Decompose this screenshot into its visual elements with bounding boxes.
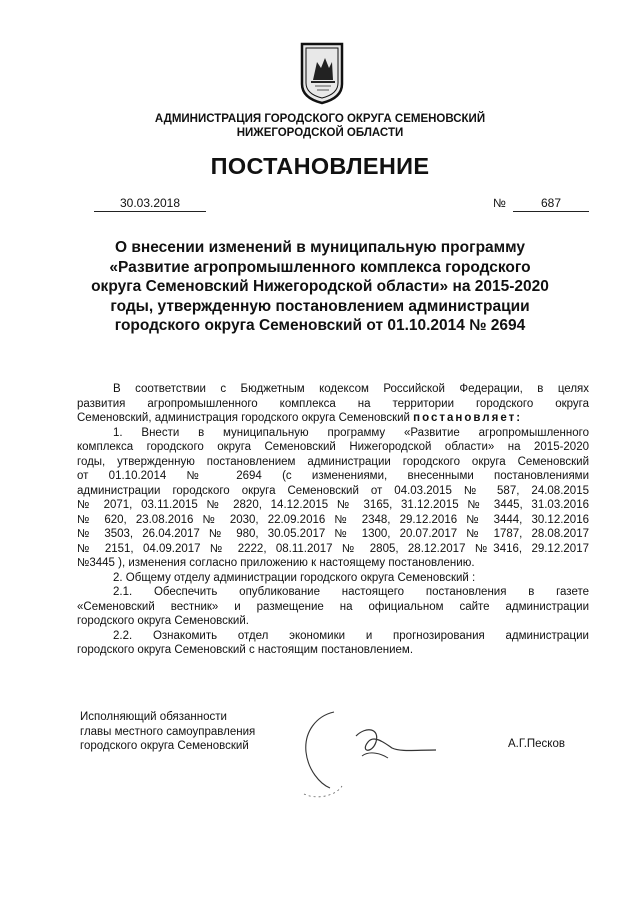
document-body — [77, 382, 589, 658]
position-line: городского округа Семеновский — [80, 740, 249, 752]
subject-line: «Развитие агропромышленного комплекса городского — [109, 258, 531, 276]
document-date: 30.03.2018 — [94, 196, 206, 212]
document-number: 687 — [513, 196, 589, 212]
subject-line: О внесении изменений в муниципальную программу — [114, 239, 526, 256]
coat-of-arms-icon — [299, 40, 345, 106]
body-line: администрации городского округа Семеновский от 04.03.2015 № 587, 24.08.2015 — [77, 484, 589, 497]
body-line: № 2151, 04.09.2017 № 2222, 08.11.2017 № 2805, 28.12.2017 №3416, 29.12.2017 — [77, 542, 589, 555]
body-line: В соответствии с Бюджетным кодексом Российской Федерации, в целях — [113, 383, 589, 395]
number-sign: № — [493, 196, 506, 210]
subject-line: годы, утвержденную постановлением администрации — [110, 297, 530, 315]
body-line: № 620, 23.08.2016 № 2030, 22.09.2016 № 2348, 29.12.2016 № 3444, 30.12.2016 — [77, 513, 589, 526]
issuer-header — [0, 112, 640, 140]
body-line — [77, 411, 589, 426]
resolution-keyword: постановляет: — [413, 412, 523, 424]
position-line: главы местного самоуправления — [80, 725, 256, 738]
signatory-position — [80, 710, 255, 754]
body-line: «Семеновский вестник» и размещение на официальном сайте администрации — [77, 600, 589, 613]
body-line: развития агропромышленного комплекса на территории городского округа — [77, 397, 589, 410]
subject-line: округа Семеновский Нижегородской области» на 2015-2020 — [91, 278, 549, 295]
body-line: 1. Внести в муниципальную программу «Развитие агропромышленного — [113, 426, 589, 439]
position-line: Исполняющий обязанности — [80, 711, 227, 723]
body-line: 2.1. Обеспечить опубликование настоящего постановления в газете — [113, 586, 589, 598]
document-type-title: ПОСТАНОВЛЕНИЕ — [210, 153, 430, 179]
body-line: городского округа Семеновский с настоящим постановлением. — [77, 644, 414, 656]
issuer-line-2: НИЖЕГОРОДСКОЙ ОБЛАСТИ — [236, 127, 404, 139]
body-line: 2.2. Ознакомить отдел экономики и прогнозирования администрации — [113, 629, 589, 642]
body-line: годы, утвержденную постановлением администрации городского округа Семеновский — [77, 455, 589, 468]
document-subject — [60, 238, 580, 336]
body-line: № 3503, 26.04.2017 № 980, 30.05.2017 № 1300, 20.07.2017 № 1787, 28.08.2017 — [77, 528, 589, 540]
body-line: комплекса городского округа Семеновский Нижегородской области» на 2015-2020 — [77, 441, 589, 453]
signatory-name: А.Г.Песков — [508, 738, 565, 750]
body-line: №3445 ), изменения согласно приложению к настоящему постановлению. — [77, 557, 475, 569]
handwritten-signature — [296, 706, 446, 806]
body-line: от 01.10.2014 № 2694 (с изменениями, внесенными постановлениями — [77, 470, 589, 482]
body-line: № 2071, 03.11.2015 № 2820, 14.12.2015 № 3165, 31.12.2015 № 3445, 31.03.2016 — [77, 499, 589, 511]
body-text: Семеновский, администрация городского округа Семеновский — [77, 412, 410, 424]
issuer-line-1: АДМИНИСТРАЦИЯ ГОРОДСКОГО ОКРУГА СЕМЕНОВСКИЙ — [154, 113, 486, 125]
body-line: городского округа Семеновский. — [77, 615, 249, 627]
subject-line: городского округа Семеновский от 01.10.2014 № 2694 — [114, 317, 526, 334]
body-line: 2. Общему отделу администрации городского округа Семеновский : — [113, 571, 476, 584]
